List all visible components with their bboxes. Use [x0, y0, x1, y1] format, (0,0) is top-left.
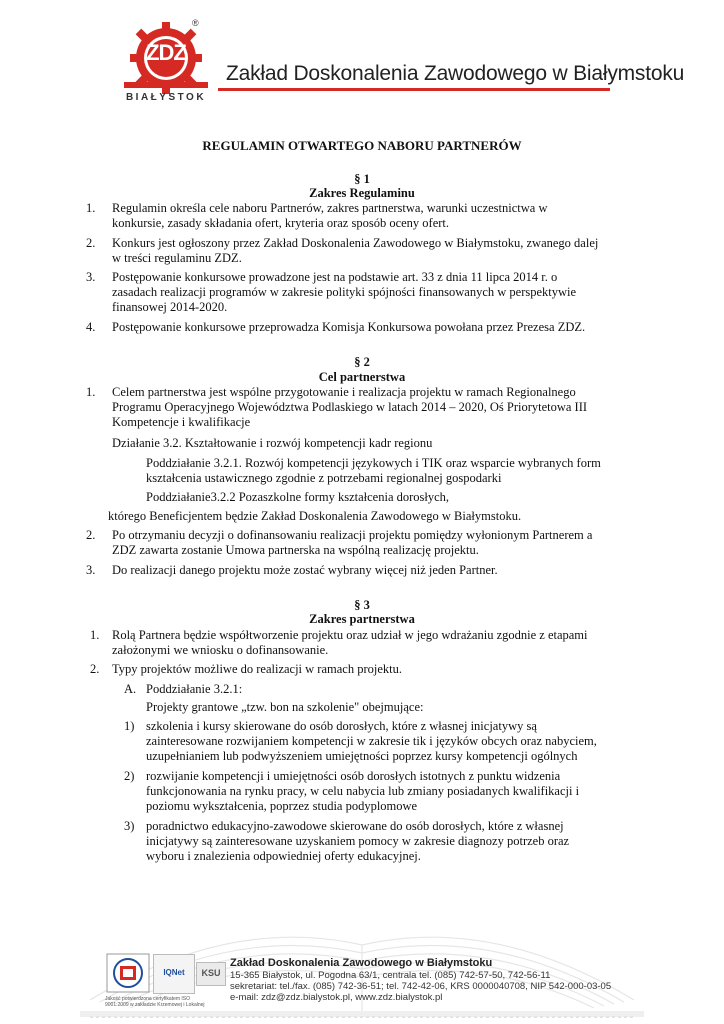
- s2-item-3-line-1: Do realizacji danego projektu może zostać wybrany więcej niż jeden Partner.: [112, 563, 498, 577]
- s1-item-2-line-1: Konkurs jest ogłoszony przez Zakład Doskonalenia Zawodowego w Białymstoku, zwanego dalej: [112, 236, 599, 250]
- s3-point-3-line-1: poradnictwo edukacyjno-zawodowe skierowane do osób dorosłych, które z własnej: [146, 819, 564, 833]
- ksu-badge: [196, 962, 226, 986]
- s1-item-1-line-1: Regulamin określa cele naboru Partnerów, zakres partnerstwa, warunki uczestnictwa w: [112, 201, 548, 215]
- registered-mark: ®: [192, 18, 199, 28]
- s2-item-1-line-1: Celem partnerstwa jest wspólne przygotowanie i realizacja projektu w ramach Regionalnego: [112, 385, 576, 399]
- s1-item-4-line-1: Postępowanie konkursowe przeprowadza Komisja Konkursowa powołana przez Prezesa ZDZ.: [112, 320, 586, 334]
- certificate-note: Jakość potwierdzona certyfikatem ISO 9001:2009 w zakładzie Krzemowej i Lokalnej: [105, 996, 205, 1008]
- logo-text: ZDZ: [146, 40, 186, 65]
- s3-point-1-line-3: uzupełnianiem lub podwyższeniem umiejętności poprzez kursy kompetencji ogólnych: [146, 749, 578, 763]
- s3-point-1-line-1: szkolenia i kursy skierowane do osób dorosłych, które z własnej inicjatywy są: [146, 719, 537, 733]
- s3-grant-intro: Projekty grantowe „tzw. bon na szkolenie" obejmujące:: [146, 700, 424, 714]
- s3-sub-a: Poddziałanie 3.2.1:: [146, 682, 243, 696]
- iqnet-badge: [153, 954, 195, 994]
- footer-org-name: Zakład Doskonalenia Zawodowego w Białymstoku: [230, 957, 493, 969]
- s2-poddzialanie-2: Poddziałanie3.2.2 Pozaszkolne formy kształcenia dorosłych,: [146, 490, 450, 504]
- s3-point-2-line-3: poziomu wykształcenia, poprzez studia podyplomowe: [146, 799, 418, 813]
- section-3-title: Zakres partnerstwa: [309, 612, 415, 626]
- s2-item-1-num: 1.: [86, 385, 96, 399]
- certificate-badge-icon: [106, 953, 150, 993]
- footer-email: e-mail: zdz@zdz.bialystok.pl, www.zdz.bialystok.pl: [230, 992, 443, 1003]
- s2-item-3-num: 3.: [86, 563, 96, 577]
- s3-point-3-line-3: wyboru i znalezienia odpowiedniej oferty edukacyjnej.: [146, 849, 421, 863]
- s1-item-3-line-2: zasadach realizacji programów w zakresie polityki spójności finansowanych w perspektywie: [112, 285, 577, 299]
- s1-item-1-line-2: konkursie, zasady składania ofert, kryteria oraz sposób oceny ofert.: [112, 216, 450, 230]
- s1-item-4-num: 4.: [86, 320, 96, 334]
- s2-poddzialanie-1-line-1: Poddziałanie 3.2.1. Rozwój kompetencji językowych i TIK oraz wsparcie wybranych form: [146, 456, 601, 470]
- s1-item-3-line-1: Postępowanie konkursowe prowadzone jest na podstawie art. 33 z dnia 11 lipca 2014 r. o: [112, 270, 558, 284]
- ksu-badge-label: KSU: [201, 968, 221, 978]
- s1-item-1-num: 1.: [86, 201, 96, 215]
- section-3-symbol: § 3: [354, 598, 370, 612]
- s2-item-2-line-1: Po otrzymaniu decyzji o dofinansowaniu realizacji projektu pomiędzy wyłonionym Partnerem a: [112, 528, 593, 542]
- s3-point-3-line-2: inicjatywy są zainteresowane uzyskaniem pomocy w zakresie diagnozy potrzeb oraz: [146, 834, 570, 848]
- header-red-line: [218, 88, 610, 91]
- s2-dzialanie: Działanie 3.2. Kształtowanie i rozwój kompetencji kadr regionu: [112, 436, 433, 450]
- iqnet-badge-label: IQNet: [163, 968, 185, 977]
- s3-point-2-line-1: rozwijanie kompetencji i umiejętności osób dorosłych istotnych z punktu widzenia: [146, 769, 561, 783]
- footer-address: 15-365 Białystok, ul. Pogodna 63/1, centrala tel. (085) 742-57-50, 742-56-11: [230, 970, 551, 981]
- s3-point-2-line-2: funkcjonowania na rynku pracy, w celu nabycia lub zmiany posiadanych kwalifikacji i: [146, 784, 580, 798]
- section-2-title: Cel partnerstwa: [318, 370, 406, 384]
- footer-contact: sekretariat: tel./fax. (085) 742-36-51; tel. 742-42-06, KRS 0000040708, NIP 542-000-03-05: [230, 981, 612, 992]
- s2-poddzialanie-1-line-2: kształcenia ustawicznego zgodnie z potrzebami regionalnej gospodarki: [146, 471, 502, 485]
- s3-sub-a-num: A.: [124, 682, 137, 696]
- s3-point-1-num: 1): [124, 719, 135, 733]
- s3-item-1-line-1: Rolą Partnera będzie współtworzenie projektu oraz udział w jego wdrażaniu zgodnie z etapami: [112, 628, 588, 642]
- s3-item-1-num: 1.: [90, 628, 100, 642]
- s2-item-2-num: 2.: [86, 528, 96, 542]
- s2-item-2-line-2: ZDZ zawarta zostanie Umowa partnerska na wspólną realizację projektu.: [112, 543, 479, 557]
- s1-item-2-num: 2.: [86, 236, 96, 250]
- s2-item-1-line-3: Kompetencje i kwalifikacje: [112, 415, 251, 429]
- s3-point-3-num: 3): [124, 819, 135, 833]
- s1-item-3-line-3: finansowej 2014-2020.: [112, 300, 228, 314]
- section-1-title: Zakres Regulaminu: [309, 186, 415, 200]
- org-title: Zakład Doskonalenia Zawodowego w Białymstoku: [226, 62, 685, 85]
- s3-item-2-line-1: Typy projektów możliwe do realizacji w ramach projektu.: [112, 662, 402, 676]
- section-2-symbol: § 2: [354, 355, 370, 369]
- s3-point-1-line-2: zainteresowane rozwijaniem kompetencji w zakresie tik i języków obcych oraz nabyciem,: [146, 734, 597, 748]
- s3-point-2-num: 2): [124, 769, 135, 783]
- s2-beneficjent: którego Beneficjentem będzie Zakład Doskonalenia Zawodowego w Białymstoku.: [108, 509, 522, 523]
- s2-item-1-line-2: Programu Operacyjnego Województwa Podlaskiego w latach 2014 – 2020, Oś Priorytetowa III: [112, 400, 588, 414]
- document-title: REGULAMIN OTWARTEGO NABORU PARTNERÓW: [202, 138, 522, 153]
- s3-item-1-line-2: założonymi we wniosku o dofinansowanie.: [112, 643, 329, 657]
- section-1-symbol: § 1: [354, 172, 370, 186]
- logo-city: BIAŁYSTOK: [125, 92, 207, 103]
- s1-item-2-line-2: w treści regulaminu ZDZ.: [112, 251, 242, 265]
- s3-item-2-num: 2.: [90, 662, 100, 676]
- s1-item-3-num: 3.: [86, 270, 96, 284]
